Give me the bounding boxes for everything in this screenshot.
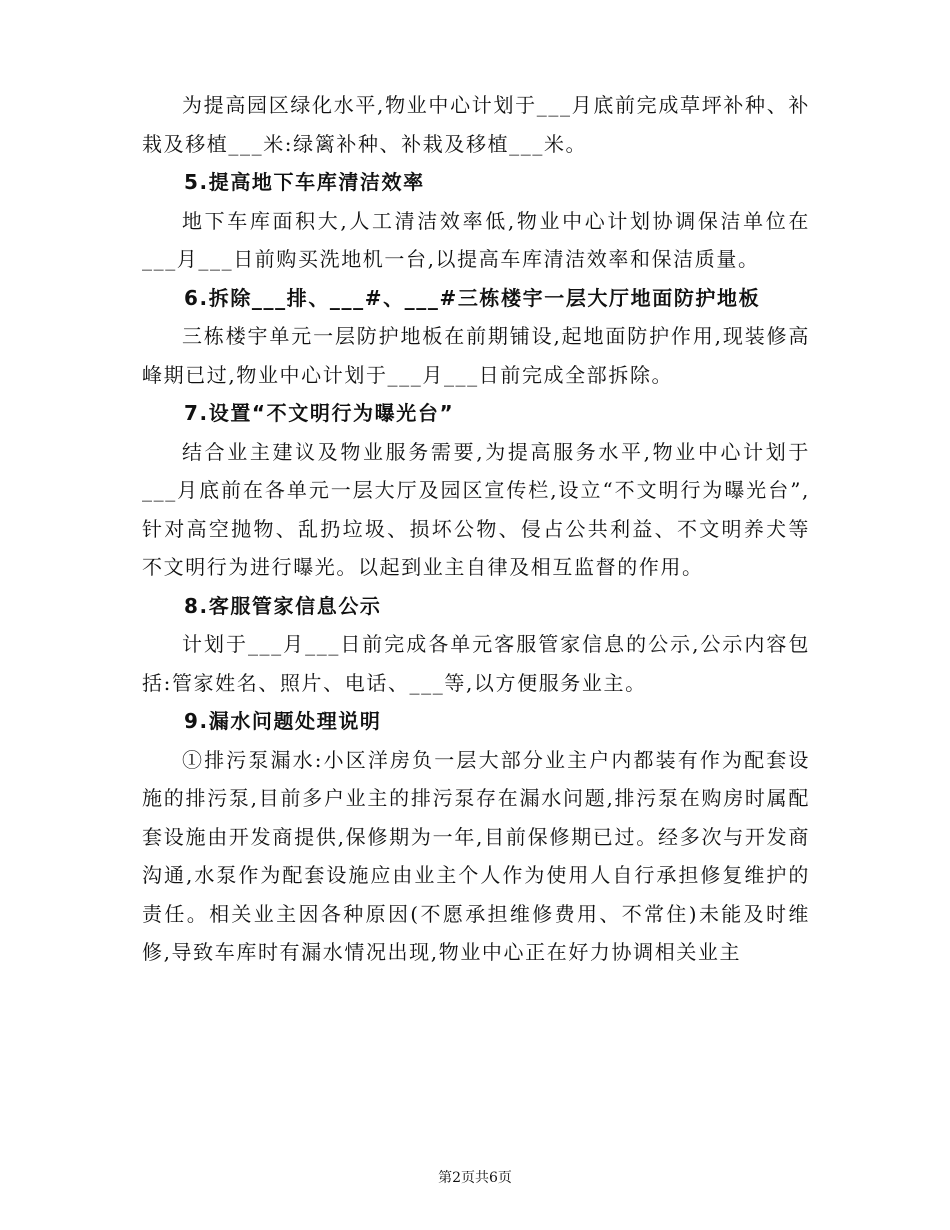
heading-7: 7.设置“不文明行为曝光台” [184, 401, 455, 425]
paragraph-greening: 为提高园区绿化水平,物业中心计划于___月底前完成草坪补种、补栽及移植___米:绿篱补种、补栽及移植___米。 [142, 93, 810, 156]
heading-5: 5.提高地下车库清洁效率 [184, 170, 425, 194]
heading-8: 8.客服管家信息公示 [184, 593, 382, 618]
paragraph-7: 结合业主建议及物业服务需要,为提高服务水平,物业中心计划于___月底前在各单元一层大厅及园区宣传栏,设立“不文明行为曝光台”,针对高空抛物、乱扔垃圾、损坏公物、侵占公共利益、不文明养犬等不文明行为进行曝光。以起到业主自律及相互监督的作用。 [142, 439, 810, 579]
paragraph-6: 三栋楼宇单元一层防护地板在前期铺设,起地面防护作用,现装修高峰期已过,物业中心计划于___月___日前完成全部拆除。 [142, 324, 810, 387]
heading-9: 9.漏水问题处理说明 [184, 709, 382, 733]
page-number: 第2页共6页 [438, 1170, 512, 1186]
paragraph-8: 计划于___月___日前完成各单元客服管家信息的公示,公示内容包括:管家姓名、照片、电话、___等,以方便服务业主。 [142, 632, 810, 695]
document-body [142, 86, 810, 972]
paragraph-9: ①排污泵漏水:小区洋房负一层大部分业主户内都装有作为配套设施的排污泵,目前多户业主的排污泵存在漏水问题,排污泵在购房时属配套设施由开发商提供,保修期为一年,目前保修期已过。经多次与开发商沟通,水泵作为配套设施应由业主个人作为使用人自行承担修复维护的责任。相关业主因各种原因(不愿承担维修费用、不常住)未能及时维修,导致车库时有漏水情况出现,物业中心正在好力协调相关业主 [142, 747, 810, 964]
heading-6: 6.拆除___排、___#、___#三栋楼宇一层大厅地面防护地板 [184, 285, 761, 310]
paragraph-5: 地下车库面积大,人工清洁效率低,物业中心计划协调保洁单位在___月___日前购买洗地机一台,以提高车库清洁效率和保洁质量。 [142, 208, 810, 271]
